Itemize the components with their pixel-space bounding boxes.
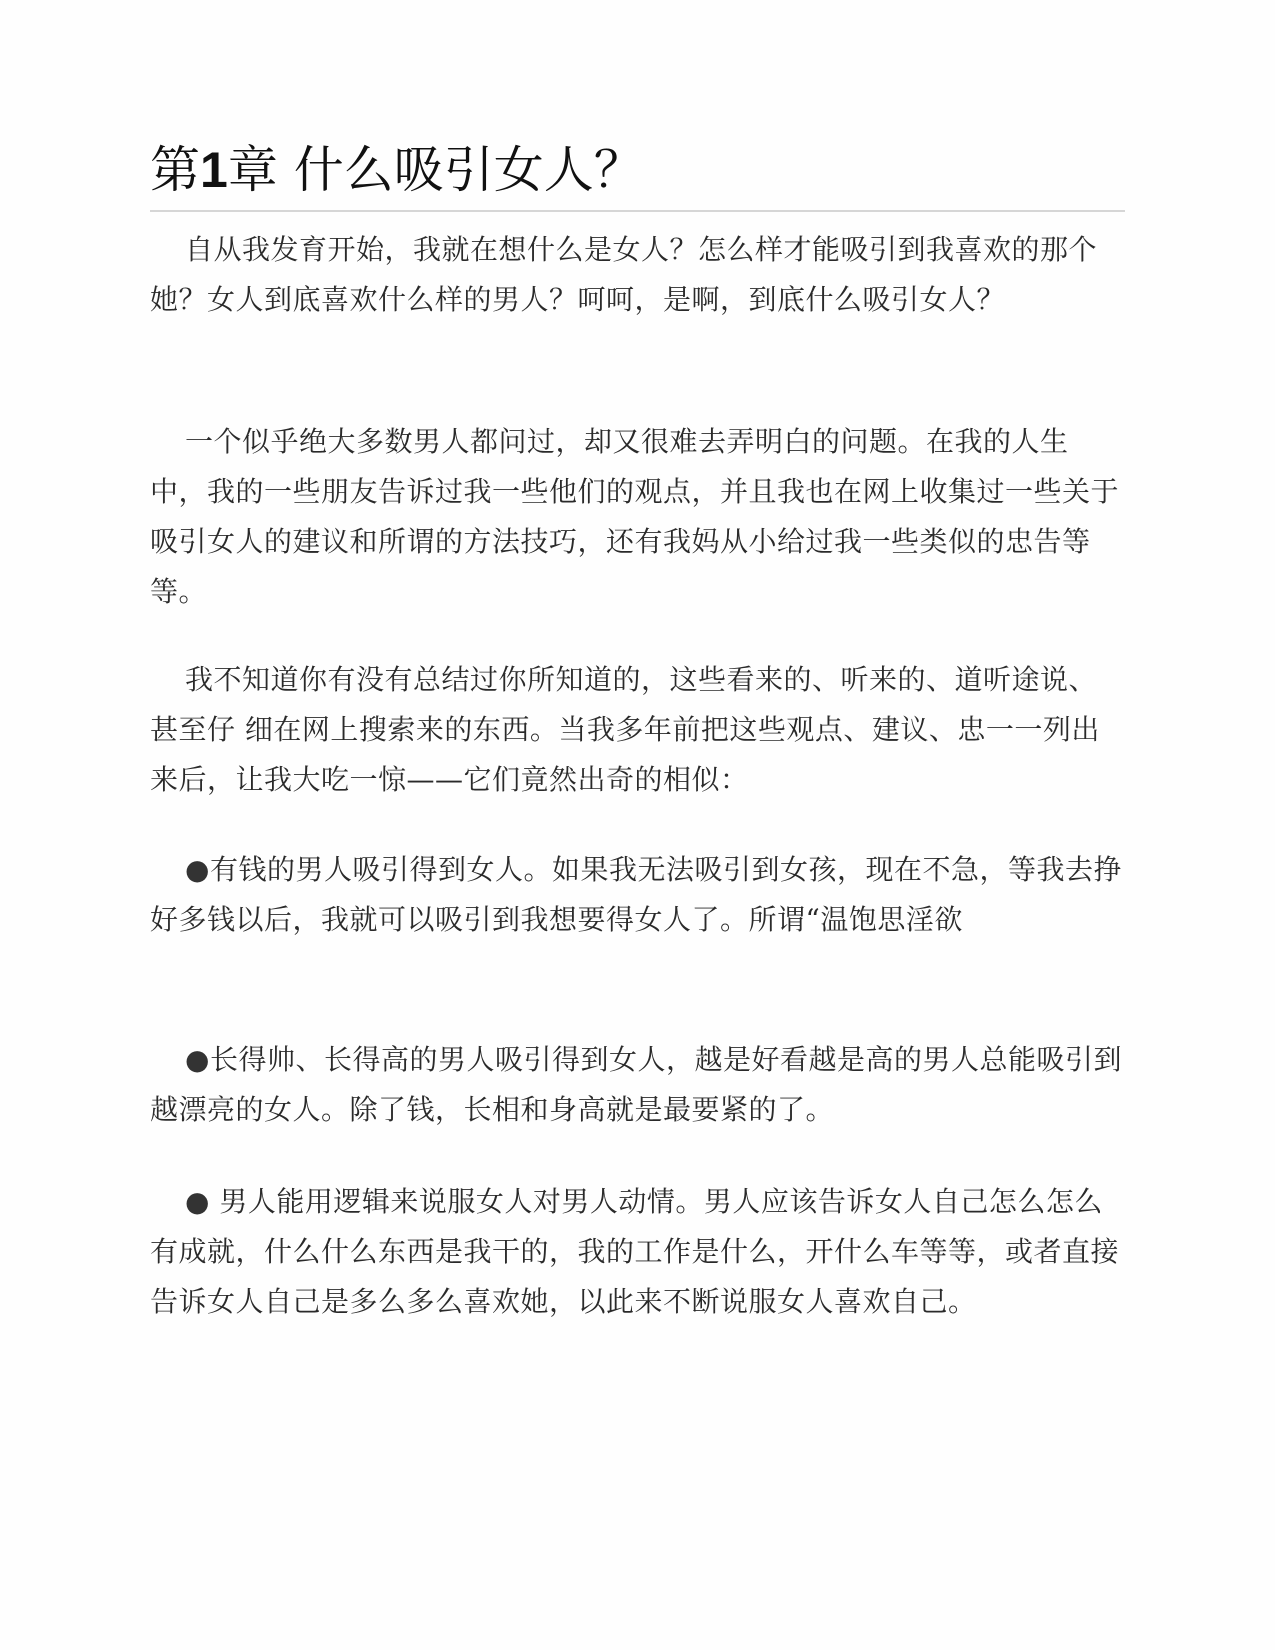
- bullet-item: [150, 1177, 1125, 1327]
- bullet-text: 有钱的男人吸引得到女人。如果我无法吸引到女孩，现在不急，等我去挣好多钱以后，我就可以吸引到我想要得女人了。所谓“温饱思淫欲: [150, 853, 1122, 936]
- chapter-number: 1: [200, 142, 228, 198]
- paragraph: 我不知道你有没有总结过你所知道的，这些看来的、听来的、道听途说、甚至仔 细在网上搜索来的东西。当我多年前把这些观点、建议、忠一一列出来后，让我大吃一惊——它们竟然出奇的相似：: [150, 663, 1100, 796]
- paragraph: 自从我发育开始，我就在想什么是女人？怎么样才能吸引到我喜欢的那个她？女人到底喜欢什么样的男人？呵呵，是啊，到底什么吸引女人？: [150, 233, 1098, 316]
- bullet-text: 长得帅、长得高的男人吸引得到女人，越是好看越是高的男人总能吸引到越漂亮的女人。除了钱，长相和身高就是最要紧的了。: [150, 1043, 1122, 1126]
- chapter-title-text: 章 什么吸引女人？: [227, 141, 644, 199]
- bullet-icon: ●: [185, 853, 210, 886]
- paragraph: 一个似乎绝大多数男人都问过，却又很难去弄明白的问题。在我的人生中，我的一些朋友告诉过我一些他们的观点，并且我也在网上收集过一些关于吸引女人的建议和所谓的方法技巧，还有我妈从小给过我一些类似的忠告等等。: [150, 425, 1120, 608]
- bullet-text: 男人能用逻辑来说服女人对男人动情。男人应该告诉女人自己怎么怎么有成就，什么什么东西是我干的，我的工作是什么，开什么车等等，或者直接告诉女人自己是多么多么喜欢她，以此来不断说服女人喜欢自己。: [150, 1185, 1120, 1318]
- bullet-icon: ●: [185, 1043, 210, 1076]
- bullet-icon: ●: [185, 1185, 220, 1218]
- title-divider: [150, 210, 1125, 212]
- bullet-item: [150, 845, 1125, 945]
- bullet-item: [150, 1035, 1125, 1135]
- chapter-title-prefix: 第: [150, 141, 200, 199]
- chapter-title: [150, 140, 644, 200]
